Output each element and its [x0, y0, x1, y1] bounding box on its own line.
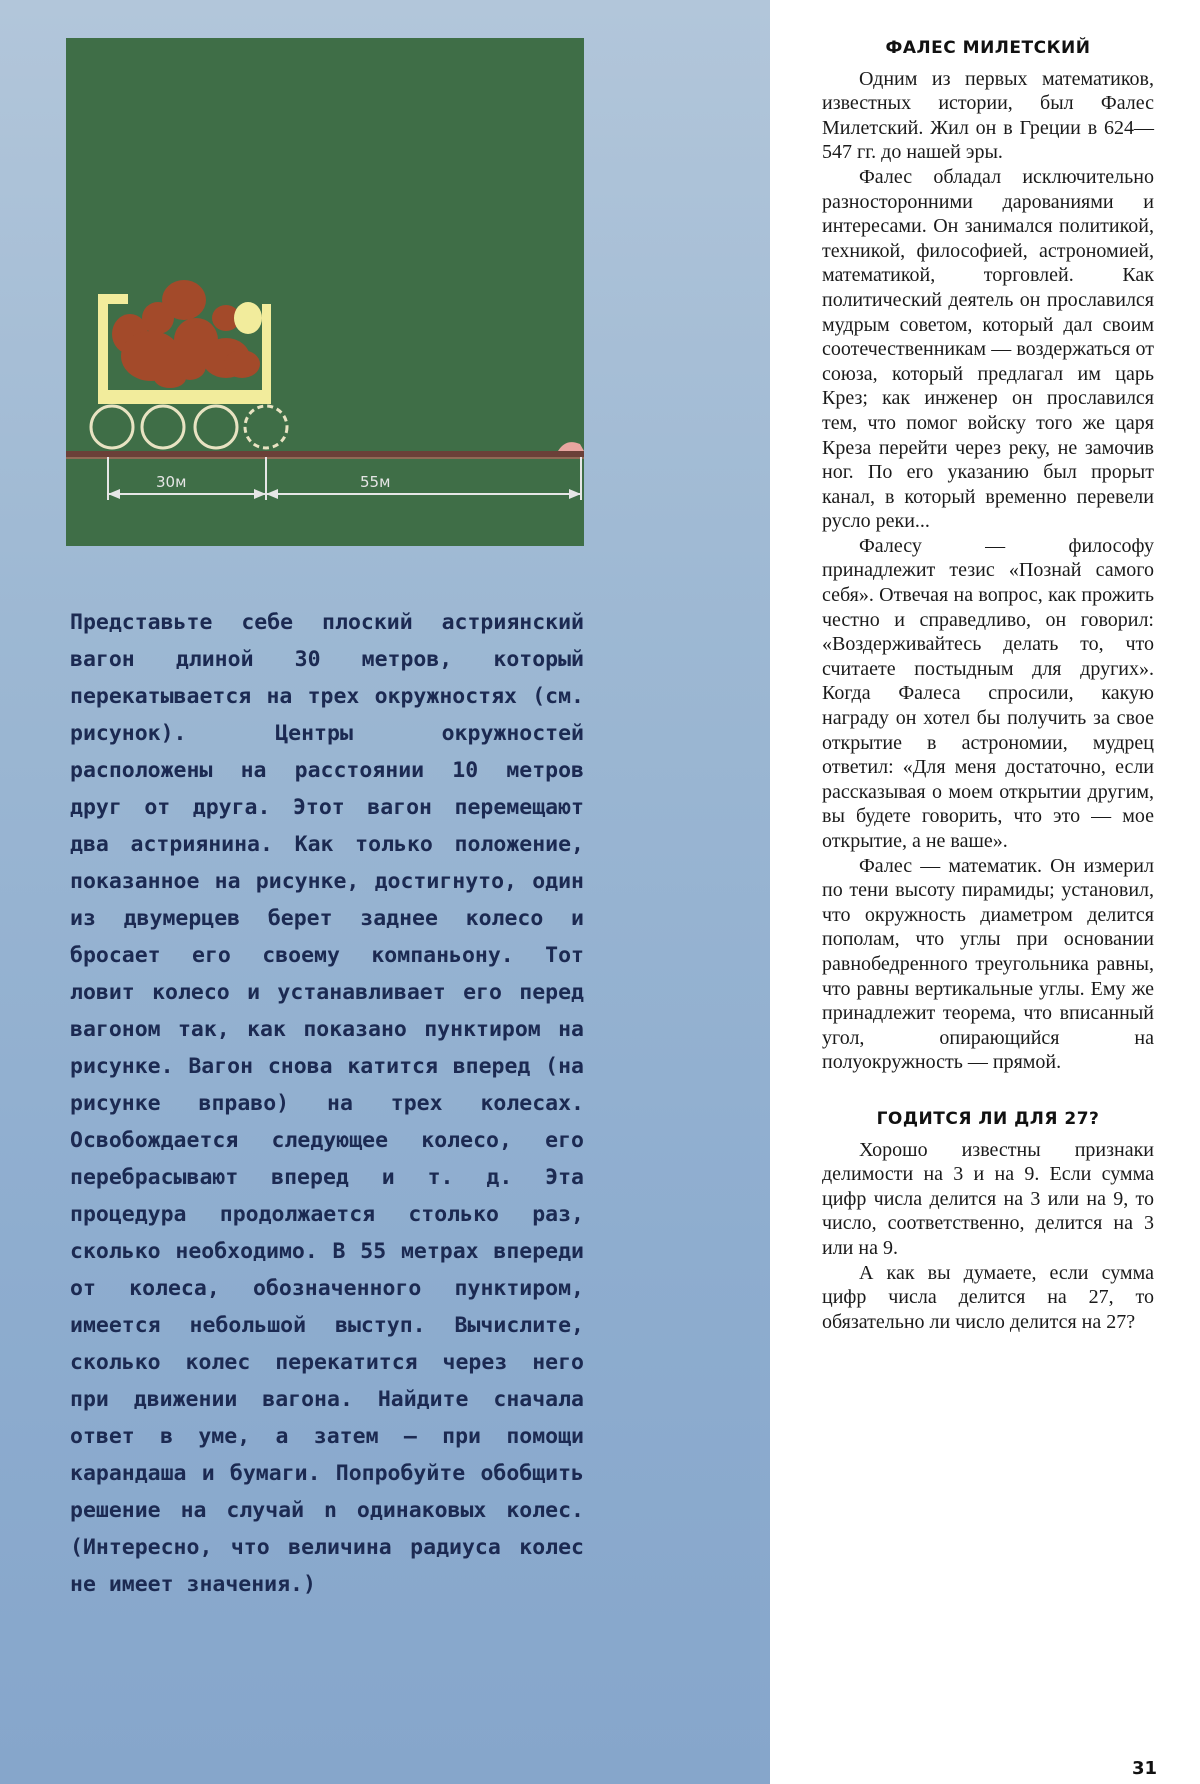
wagon-diagram	[66, 38, 584, 546]
right-column	[822, 36, 1154, 1334]
bump	[558, 442, 584, 451]
wheel-dashed	[245, 406, 287, 448]
thales-paragraph: Фалес — математик. Он измерил по тени высоту пирамиды; установил, что окружность диаметром делится пополам, что углы при основании равнобедренного треугольника равны, что равны вертикальные углы. Ему же принадлежит теорема, что вписанный угол, опирающийся на полуокружность — прямой.	[822, 854, 1154, 1074]
thales-paragraph: Одним из первых математиков, известных истории, был Фалес Милетский. Жил он в Греции в 624—547 гг. до нашей эры.	[822, 67, 1154, 164]
wagon-illustration	[66, 38, 584, 546]
wheel-middle	[142, 406, 184, 448]
wheel-rear	[91, 406, 133, 448]
thales-heading: ФАЛЕС МИЛЕТСКИЙ	[885, 38, 1091, 58]
label-55m: 55м	[360, 473, 391, 491]
thales-paragraph: Фалесу — философу принадлежит тезис «Познай самого себя». Отвечая на вопрос, как прожить честно и справедливо, он говорил: «Воздерживайтесь делать то, что считаете постыдным для других». Когда Фалеса спросили, какую награду он хотел бы получить за свое открытие в астрономии, мудрец ответил: «Для меня достаточно, если рассказывая о моем открытии другим, вы будете говорить, что это — мое открытие, а не ваше».	[822, 534, 1154, 852]
track-shadow	[66, 457, 584, 459]
label-30m: 30м	[156, 473, 187, 491]
logs	[112, 280, 262, 388]
divisibility-heading: ГОДИТСЯ ЛИ ДЛЯ 27?	[876, 1108, 1100, 1129]
page-number: 31	[1132, 1758, 1158, 1779]
puzzle-text: Представьте себе плоский астриянский вагон длиной 30 метров, который перекатывается на трех окружностях (см. рисунок). Центры окружностей расположены на расстоянии 10 метров друг от друга. Этот вагон перемещают два астриянина. Как только положение, показанное на рисунке, достигнуто, один из двумерцев берет заднее колесо и бросает его своему компаньону. Тот ловит колесо и устанавливает его перед вагоном так, как показано пунктиром на рисунке. Вагон снова катится вперед (на рисунке вправо) на трех колесах. Освобождается следующее колесо, его перебрасывают вперед и т. д. Эта процедура продолжается столько раз, сколько необходимо. В 55 метрах впереди от колеса, обозначенного пунктиром, имеется небольшой выступ. Вычислите, сколько колес перекатится через него при движении вагона. Найдите сначала ответ в уме, а затем — при помощи карандаша и бумаги. Попробуйте обобщить решение на случай n одинаковых колес. (Интересно, что величина радиуса колес не имеет значения.)	[70, 610, 584, 1597]
divisibility-paragraph: Хорошо известны признаки делимости на 3 и на 9. Если сумма цифр числа делится на 3 или на 9, то число, соответственно, делится на 3 или на 9.	[822, 1138, 1154, 1259]
wheel-front	[195, 406, 237, 448]
track	[66, 451, 584, 457]
thales-paragraph: Фалес обладал исключительно разносторонними дарованиями и интересами. Он занимался политикой, техникой, философией, астрономией, математикой, торговлей. Как политический деятель он прославился мудрым советом, который дал своим соотечественникам — воздержаться от союза, который предлагал им царь Крез; как инженер он прославился тем, что помог войску того же царя Креза перейти через реку, не замочив ног. По его указанию был прорыт канал, в который временно перевели русло реки...	[822, 165, 1154, 533]
divisibility-paragraph: А как вы думаете, если сумма цифр числа делится на 27, то обязательно ли число делится на 27?	[822, 1261, 1154, 1333]
wheels	[91, 406, 287, 448]
